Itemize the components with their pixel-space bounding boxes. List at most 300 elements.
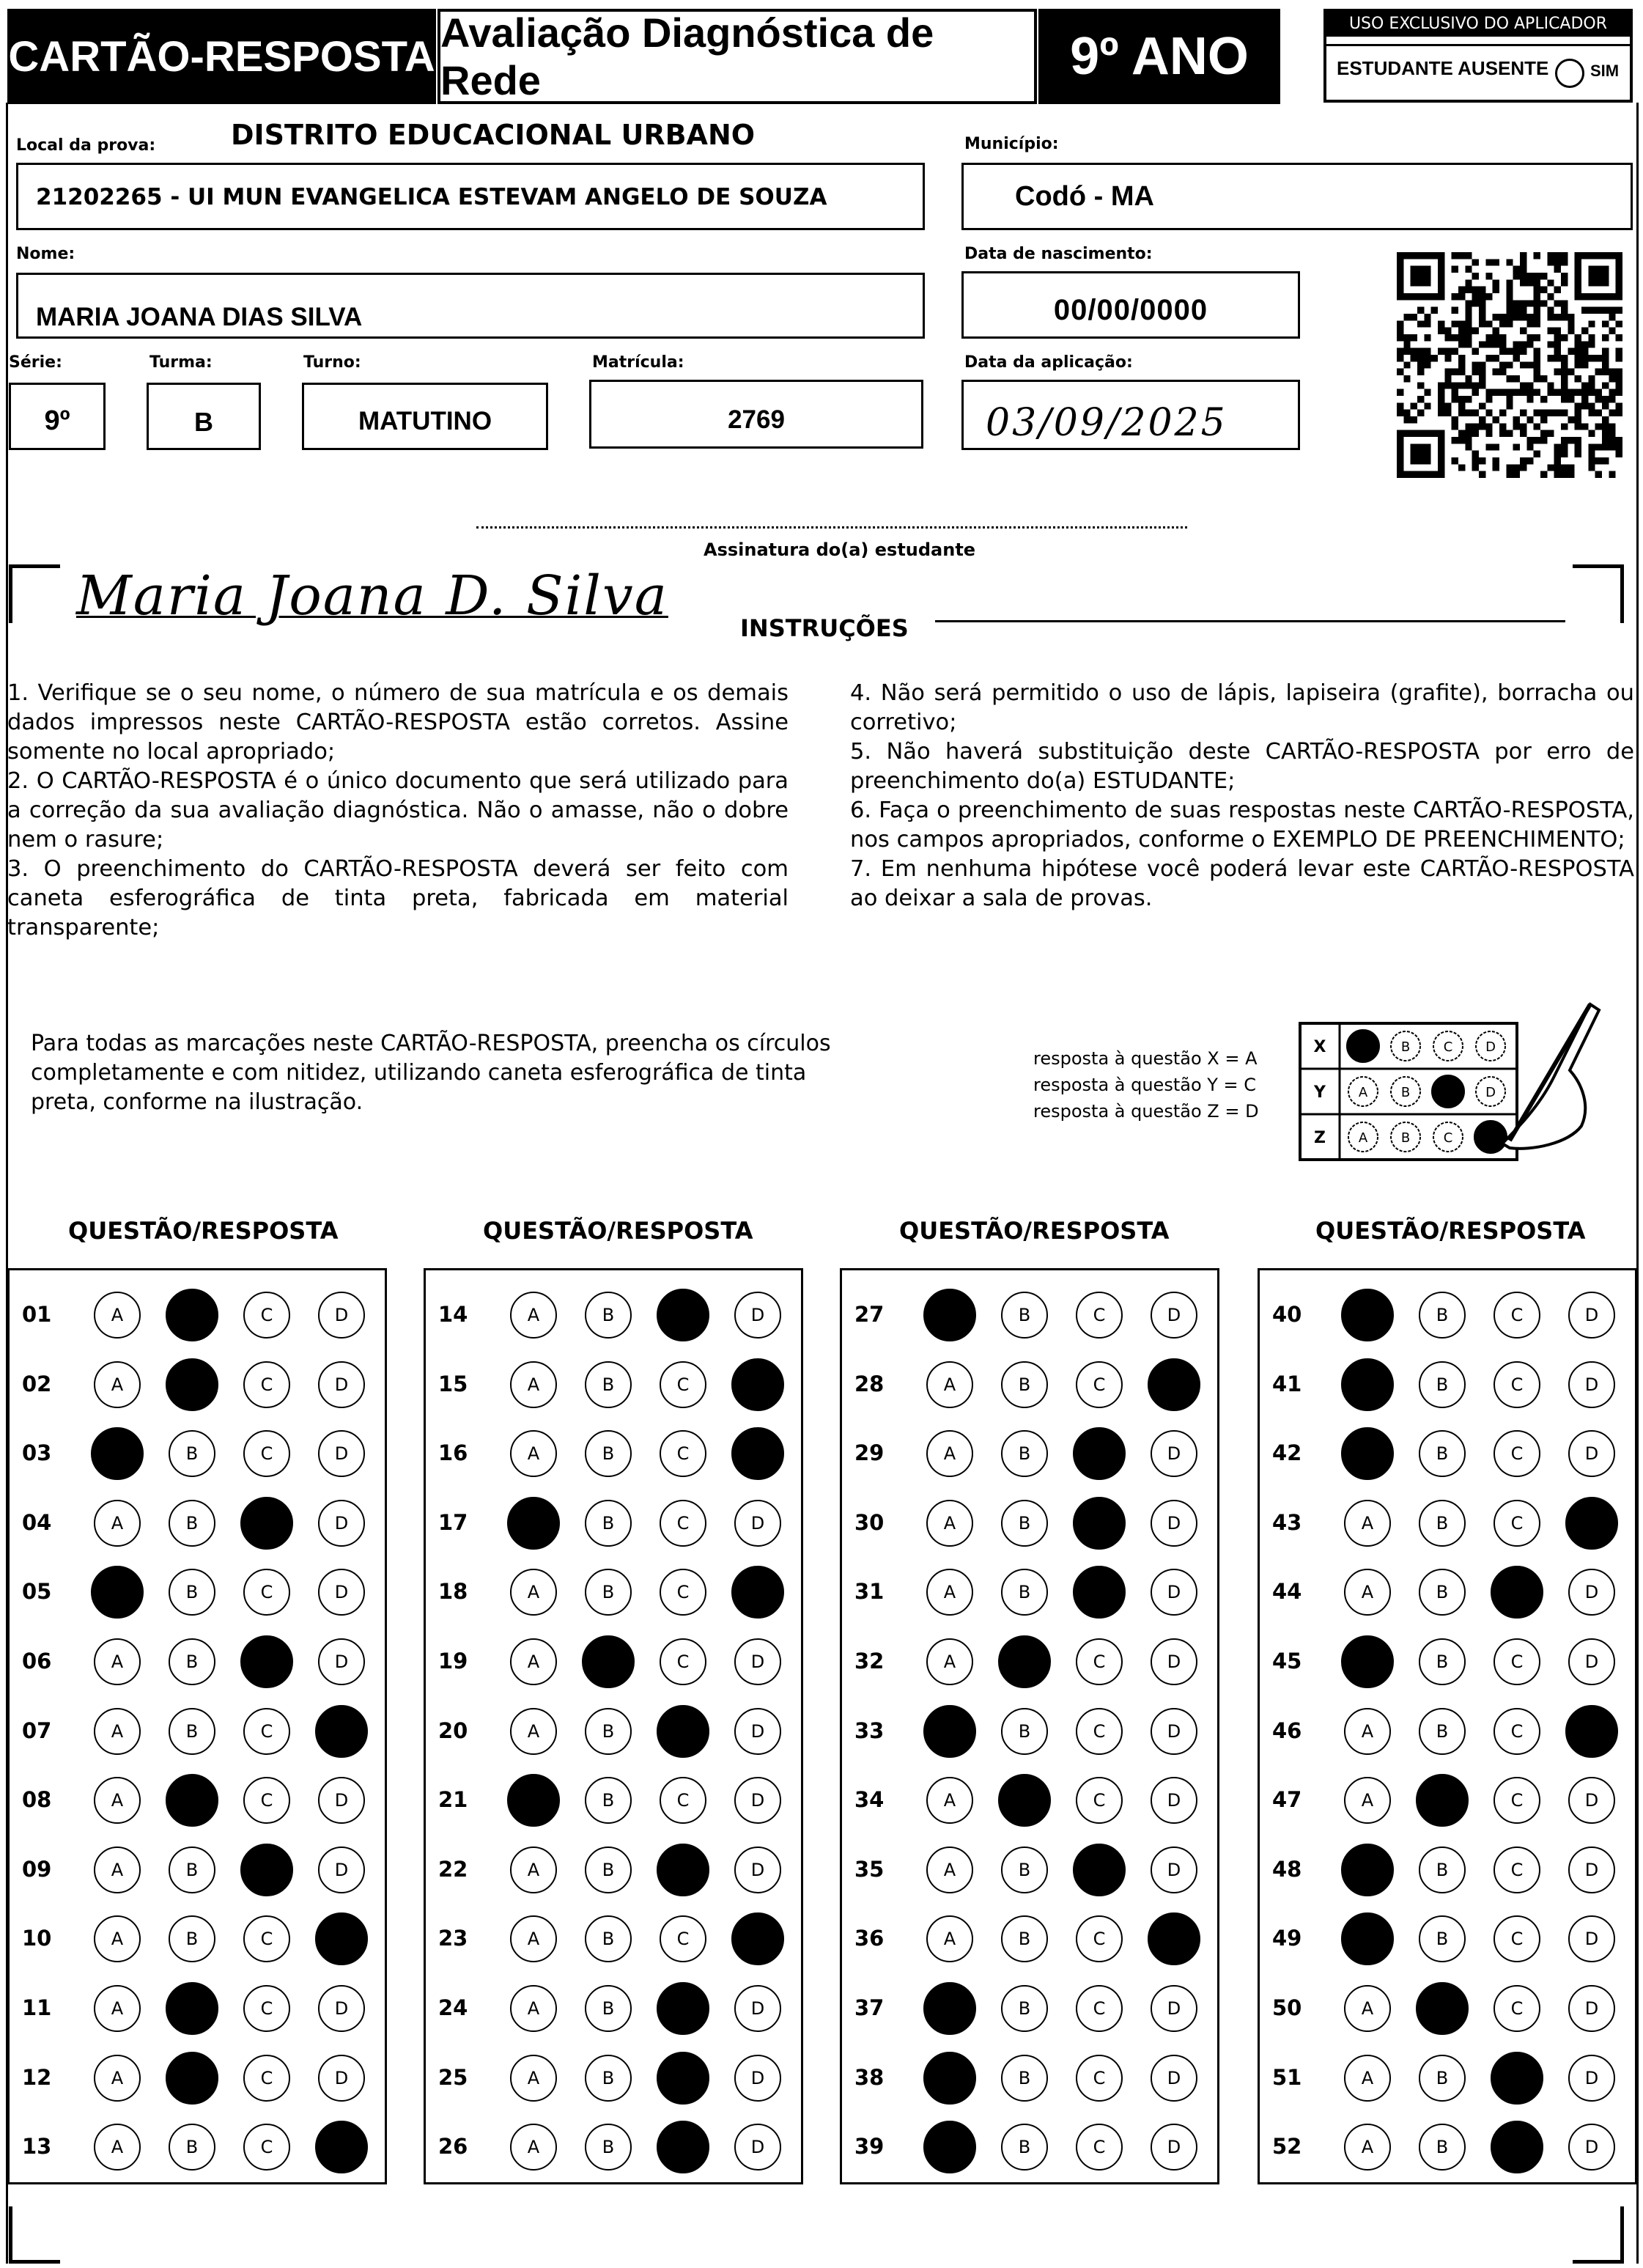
exam-title-text: Avaliação Diagnóstica de Rede	[440, 10, 934, 103]
example-bubble-letter: B	[1400, 1085, 1411, 1100]
instruction-7: 7. Em nenhuma hipótese você poderá levar este CARTÃO-RESPOSTA ao deixar a sala de provas.	[850, 856, 1634, 911]
answer-bubble-a[interactable]: A	[507, 1774, 560, 1827]
answer-bubble-a[interactable]: A	[1341, 1635, 1394, 1688]
answer-bubble-d[interactable]: D	[1568, 1361, 1615, 1408]
answer-bubble-c[interactable]: C	[1076, 1777, 1123, 1824]
answer-bubble-c[interactable]: C	[657, 1289, 709, 1341]
answer-bubble-b[interactable]: B	[1001, 1569, 1048, 1616]
answer-bubble-a[interactable]: A	[1344, 2124, 1391, 2171]
answer-bubble-d[interactable]: D	[1151, 1708, 1197, 1755]
answer-bubble-c[interactable]: C	[1073, 1427, 1126, 1480]
answer-bubble-d[interactable]: D	[1568, 1985, 1615, 2032]
card-title	[7, 9, 436, 104]
answer-bubble-c[interactable]: C	[1491, 1566, 1543, 1619]
answer-bubble-b[interactable]: B	[169, 1708, 215, 1755]
answer-bubble-b[interactable]: B	[1419, 1430, 1466, 1477]
answer-bubble-b[interactable]: B	[1419, 1292, 1466, 1339]
answer-bubble-d[interactable]: D	[734, 2124, 781, 2171]
answer-bubble-a[interactable]: A	[510, 2124, 557, 2171]
answer-bubble-a[interactable]: A	[1344, 1708, 1391, 1755]
answer-bubble-d[interactable]: D	[731, 1566, 784, 1619]
answer-bubble-c[interactable]: C	[243, 1985, 290, 2032]
answer-bubble-a[interactable]: A	[1344, 1985, 1391, 2032]
question-number: 36	[854, 1926, 885, 1951]
question-number: 20	[438, 1717, 468, 1743]
instruction-4: 4. Não será permitido o uso de lápis, lapiseira (grafite), borracha ou corretivo;	[850, 680, 1634, 735]
exam-title	[437, 9, 1037, 104]
answer-bubble-a[interactable]: A	[923, 1982, 976, 2035]
answer-bubble-d[interactable]: D	[1568, 1292, 1615, 1339]
answer-bubble-a[interactable]: A	[94, 2055, 141, 2102]
answer-bubble-d[interactable]: D	[315, 2121, 368, 2173]
answer-bubble-d[interactable]: D	[1151, 1569, 1197, 1616]
answer-bubble-c[interactable]: C	[1076, 1292, 1123, 1339]
example-bubble	[1432, 1075, 1464, 1108]
answer-bubble-b[interactable]: B	[169, 2124, 215, 2171]
answer-bubble-c[interactable]: C	[1494, 1500, 1540, 1547]
answer-bubble-b[interactable]: B	[1419, 1847, 1466, 1893]
answer-bubble-a[interactable]: A	[1341, 1289, 1394, 1341]
answer-bubble-c[interactable]: C	[1073, 1844, 1126, 1896]
answer-bubble-c[interactable]: C	[1494, 1915, 1540, 1962]
example-bubble-letter: B	[1400, 1130, 1411, 1146]
question-number: 48	[1272, 1856, 1302, 1882]
question-number: 13	[22, 2134, 52, 2160]
answer-bubble-a[interactable]: A	[923, 2121, 976, 2173]
serie-value: 9º	[44, 405, 70, 436]
municipio-label: Município:	[964, 135, 1059, 153]
answer-bubble-a[interactable]: A	[926, 1847, 973, 1893]
answer-bubble-a[interactable]: A	[1341, 1912, 1394, 1965]
answer-bubble-a[interactable]: A	[1341, 1844, 1394, 1896]
question-number: 15	[438, 1371, 468, 1396]
answer-bubble-a[interactable]: A	[923, 1289, 976, 1341]
answer-bubble-d[interactable]: D	[318, 1500, 365, 1547]
answer-bubble-b[interactable]: B	[166, 1774, 218, 1827]
answer-bubble-d[interactable]: D	[1151, 1777, 1197, 1824]
instruction-5: 5. Não haverá substituição deste CARTÃO-RESPOSTA por erro de preenchimento do(a) ESTUDANTE;	[850, 739, 1634, 794]
answer-bubble-a[interactable]: A	[1344, 2055, 1391, 2102]
answer-bubble-c[interactable]: C	[657, 2052, 709, 2105]
absent-label: ESTUDANTE AUSENTE	[1337, 57, 1549, 79]
answer-bubble-c[interactable]: C	[1076, 1361, 1123, 1408]
question-number: 19	[438, 1649, 468, 1674]
answer-bubble-c[interactable]: C	[660, 1361, 706, 1408]
answer-bubble-d[interactable]: D	[734, 2055, 781, 2102]
question-number: 27	[854, 1302, 885, 1327]
answer-bubble-b[interactable]: B	[1419, 1361, 1466, 1408]
aplicacao-label: Data da aplicação:	[964, 353, 1133, 372]
answer-bubble-c[interactable]: C	[243, 2124, 290, 2171]
answer-bubble-a[interactable]: A	[94, 1777, 141, 1824]
answer-bubble-b[interactable]: B	[1001, 1361, 1048, 1408]
answer-bubble-a[interactable]: A	[94, 1915, 141, 1962]
applicator-box	[1323, 9, 1633, 103]
answer-bubble-b[interactable]: B	[1001, 2055, 1048, 2102]
answer-bubble-a[interactable]: A	[1344, 1777, 1391, 1824]
answer-bubble-b[interactable]: B	[1001, 1292, 1048, 1339]
answer-bubble-c[interactable]: C	[660, 1569, 706, 1616]
answer-bubble-d[interactable]: D	[731, 1358, 784, 1411]
answer-bubble-a[interactable]: A	[926, 1430, 973, 1477]
answer-bubble-d[interactable]: D	[734, 1847, 781, 1893]
nascimento-field	[961, 271, 1300, 339]
answer-bubble-b[interactable]: B	[1001, 1500, 1048, 1547]
answer-bubble-c[interactable]: C	[1494, 1708, 1540, 1755]
question-number: 34	[854, 1787, 885, 1813]
question-number: 51	[1272, 2064, 1302, 2090]
answer-bubble-c[interactable]: C	[1494, 1361, 1540, 1408]
question-number: 05	[22, 1579, 52, 1605]
example-bubble-letter: D	[1485, 1085, 1496, 1100]
answer-bubble-d[interactable]: D	[734, 1500, 781, 1547]
question-number: 28	[854, 1371, 885, 1396]
answer-bubble-d[interactable]: D	[731, 1912, 784, 1965]
example-bubble-letter: B	[1400, 1039, 1411, 1055]
turma-label: Turma:	[149, 353, 213, 372]
answer-bubble-d[interactable]: D	[1568, 1430, 1615, 1477]
answer-bubble-c[interactable]: C	[660, 1638, 706, 1685]
example-text: Para todas as marcações neste CARTÃO-RESPOSTA, preencha os círculos completamente e com nitidez, utilizando caneta esferográfica de tinta preta, conforme na ilustração.	[31, 1031, 831, 1115]
example-bubble-letter: D	[1485, 1039, 1496, 1055]
answer-bubble-c[interactable]: C	[243, 1292, 290, 1339]
municipio-field	[961, 163, 1633, 230]
answer-bubble-d[interactable]: D	[318, 1638, 365, 1685]
example-bubble-letter: A	[1358, 1085, 1368, 1100]
answer-bubble-a[interactable]: A	[1344, 1500, 1391, 1547]
question-number: 03	[22, 1440, 52, 1466]
answer-bubble-c[interactable]: C	[1494, 1985, 1540, 2032]
answer-bubble-d[interactable]: D	[318, 1985, 365, 2032]
answer-bubble-b[interactable]: B	[1419, 1569, 1466, 1616]
answer-bubble-b[interactable]: B	[166, 2052, 218, 2105]
answer-bubble-b[interactable]: B	[998, 1635, 1051, 1688]
answer-bubble-d[interactable]: D	[315, 1705, 368, 1758]
question-number: 07	[22, 1717, 52, 1743]
answer-bubble-c[interactable]: C	[243, 1708, 290, 1755]
question-number: 52	[1272, 2134, 1302, 2160]
question-number: 14	[438, 1302, 468, 1327]
nascimento-value: 00/00/0000	[1053, 294, 1208, 326]
answer-bubble-c[interactable]: C	[243, 1915, 290, 1962]
question-number: 50	[1272, 1995, 1302, 2020]
turno-field	[302, 383, 548, 450]
answer-bubble-b[interactable]: B	[1419, 1708, 1466, 1755]
answer-bubble-b[interactable]: B	[1001, 1430, 1048, 1477]
corner-bottom-left	[9, 2206, 60, 2264]
answer-bubble-a[interactable]: A	[510, 1985, 557, 2032]
answer-bubble-d[interactable]: D	[318, 2055, 365, 2102]
nome-field	[16, 273, 925, 339]
answer-bubble-d[interactable]: D	[1568, 2124, 1615, 2171]
answer-bubble-d[interactable]: D	[1568, 2055, 1615, 2102]
answer-bubble-b[interactable]: B	[169, 1569, 215, 1616]
answer-bubble-b[interactable]: B	[585, 1847, 632, 1893]
answer-bubble-d[interactable]: D	[1565, 1705, 1618, 1758]
answer-bubble-a[interactable]: A	[926, 1569, 973, 1616]
question-number: 18	[438, 1579, 468, 1605]
answer-bubble-b[interactable]: B	[169, 1847, 215, 1893]
school-field	[16, 163, 925, 230]
instructions-rule	[935, 620, 1565, 622]
card-title-text: CARTÃO-RESPOSTA	[8, 32, 435, 81]
answer-bubble-d[interactable]: D	[318, 1777, 365, 1824]
nascimento-label: Data de nascimento:	[964, 245, 1153, 263]
answer-bubble-b[interactable]: B	[585, 1361, 632, 1408]
example-illustration	[1297, 997, 1605, 1166]
local-label: Local da prova:	[16, 136, 156, 155]
answer-bubble-c[interactable]: C	[657, 1982, 709, 2035]
question-number: 40	[1272, 1302, 1302, 1327]
answer-bubble-a[interactable]: A	[94, 1292, 141, 1339]
question-number: 16	[438, 1440, 468, 1466]
answer-bubble-d[interactable]: D	[1151, 1430, 1197, 1477]
answer-bubble-c[interactable]: C	[243, 1569, 290, 1616]
answer-bubble-c[interactable]: C	[243, 1361, 290, 1408]
answer-bubble-b[interactable]: B	[1001, 1847, 1048, 1893]
answer-bubble-d[interactable]: D	[318, 1430, 365, 1477]
answer-bubble-a[interactable]: A	[507, 1497, 560, 1550]
answer-bubble-b[interactable]: B	[169, 1500, 215, 1547]
answer-bubble-a[interactable]: A	[926, 1915, 973, 1962]
answer-bubble-a[interactable]: A	[94, 1500, 141, 1547]
grade-text: 9º ANO	[1070, 27, 1249, 86]
answer-bubble-c[interactable]: C	[1494, 1638, 1540, 1685]
answer-bubble-a[interactable]: A	[94, 1847, 141, 1893]
answer-bubble-c[interactable]: C	[1494, 1777, 1540, 1824]
answer-bubble-a[interactable]: A	[510, 2055, 557, 2102]
answer-bubble-c[interactable]: C	[1491, 2052, 1543, 2105]
answer-bubble-c[interactable]: C	[1076, 1708, 1123, 1755]
answer-bubble-d[interactable]: D	[734, 1985, 781, 2032]
answer-bubble-c[interactable]: C	[1073, 1497, 1126, 1550]
answer-bubble-a[interactable]: A	[510, 1361, 557, 1408]
answer-bubble-c[interactable]: C	[1076, 1638, 1123, 1685]
answer-bubble-a[interactable]: A	[510, 1638, 557, 1685]
answer-bubble-a[interactable]: A	[510, 1292, 557, 1339]
absent-checkbox[interactable]	[1555, 59, 1584, 88]
answer-bubble-b[interactable]: B	[1001, 2124, 1048, 2171]
answer-bubble-b[interactable]: B	[1419, 2055, 1466, 2102]
answer-bubble-a[interactable]: A	[1344, 1569, 1391, 1616]
answer-bubble-d[interactable]: D	[1151, 1985, 1197, 2032]
answer-bubble-b[interactable]: B	[1419, 1915, 1466, 1962]
answer-bubble-a[interactable]: A	[1341, 1427, 1394, 1480]
answer-bubble-a[interactable]: A	[94, 1638, 141, 1685]
answer-bubble-c[interactable]: C	[660, 1915, 706, 1962]
answer-bubble-c[interactable]: C	[1076, 2055, 1123, 2102]
aplicacao-value: 03/09/2025	[986, 401, 1227, 445]
answer-bubble-d[interactable]: D	[1568, 1777, 1615, 1824]
municipio-value: Codó - MA	[1015, 181, 1154, 212]
answer-bubble-c[interactable]: C	[1491, 2121, 1543, 2173]
example-question-label: Z	[1314, 1129, 1326, 1147]
answer-bubble-b[interactable]: B	[1001, 1915, 1048, 1962]
answer-bubble-a[interactable]: A	[510, 1708, 557, 1755]
answer-bubble-c[interactable]: C	[1494, 1847, 1540, 1893]
answer-bubble-b[interactable]: B	[585, 1569, 632, 1616]
answer-bubble-b[interactable]: B	[166, 1289, 218, 1341]
turno-label: Turno:	[303, 353, 361, 372]
answer-bubble-b[interactable]: B	[585, 1915, 632, 1962]
answer-bubble-b[interactable]: B	[585, 1430, 632, 1477]
serie-label: Série:	[9, 353, 62, 372]
answer-bubble-a[interactable]: A	[91, 1427, 144, 1480]
answer-bubble-a[interactable]: A	[923, 2052, 976, 2105]
matricula-label: Matrícula:	[592, 353, 684, 372]
answer-bubble-c[interactable]: C	[240, 1635, 293, 1688]
answer-bubble-b[interactable]: B	[169, 1915, 215, 1962]
answer-bubble-c[interactable]: C	[243, 1777, 290, 1824]
answer-bubble-b[interactable]: B	[166, 1982, 218, 2035]
instruction-2: 2. O CARTÃO-RESPOSTA é o único documento que será utilizado para a correção da sua avaliação diagnóstica. Não o amasse, não o dobre nem o rasure;	[7, 768, 789, 853]
answer-bubble-b[interactable]: B	[1001, 1708, 1048, 1755]
answer-bubble-d[interactable]: D	[734, 1292, 781, 1339]
answer-bubble-a[interactable]: A	[926, 1361, 973, 1408]
answer-bubble-c[interactable]: C	[1076, 2124, 1123, 2171]
answer-bubble-b[interactable]: B	[1419, 1638, 1466, 1685]
answer-bubble-d[interactable]: D	[1151, 1292, 1197, 1339]
answer-bubble-b[interactable]: B	[1001, 1985, 1048, 2032]
answer-bubble-d[interactable]: D	[315, 1912, 368, 1965]
answer-bubble-c[interactable]: C	[657, 2121, 709, 2173]
answer-bubble-b[interactable]: B	[1416, 1774, 1469, 1827]
signature-label: Assinatura do(a) estudante	[704, 540, 976, 560]
answer-bubble-b[interactable]: B	[169, 1430, 215, 1477]
corner-top-left	[9, 564, 60, 623]
answer-bubble-d[interactable]: D	[1568, 1569, 1615, 1616]
column-header: QUESTÃO/RESPOSTA	[483, 1217, 753, 1245]
instruction-1: 1. Verifique se o seu nome, o número de sua matrícula e os demais dados impressos neste CARTÃO-RESPOSTA estão corretos. Assine somente no local apropriado;	[7, 680, 789, 765]
turno-value: MATUTINO	[358, 407, 492, 435]
answer-bubble-d[interactable]: D	[1565, 1497, 1618, 1550]
answer-bubble-d[interactable]: D	[1151, 2124, 1197, 2171]
answer-bubble-a[interactable]: A	[510, 1915, 557, 1962]
answer-bubble-d[interactable]: D	[734, 1638, 781, 1685]
answer-bubble-c[interactable]: C	[240, 1497, 293, 1550]
answer-bubble-b[interactable]: B	[585, 1708, 632, 1755]
answer-bubble-d[interactable]: D	[318, 1847, 365, 1893]
answer-bubble-d[interactable]: D	[318, 1361, 365, 1408]
question-number: 10	[22, 1926, 52, 1951]
answer-bubble-a[interactable]: A	[923, 1705, 976, 1758]
answer-bubble-d[interactable]: D	[318, 1292, 365, 1339]
answer-bubble-d[interactable]: D	[734, 1708, 781, 1755]
answer-bubble-d[interactable]: D	[1151, 2055, 1197, 2102]
matricula-value: 2769	[728, 405, 785, 434]
district-name: DISTRITO EDUCACIONAL URBANO	[231, 119, 756, 151]
answer-bubble-b[interactable]: B	[1416, 1982, 1469, 2035]
grade-badge	[1038, 9, 1280, 104]
school-name: 21202265 - UI MUN EVANGELICA ESTEVAM ANGELO DE SOUZA	[36, 184, 827, 210]
answer-bubble-c[interactable]: C	[660, 1777, 706, 1824]
answer-bubble-a[interactable]: A	[510, 1569, 557, 1616]
question-number: 04	[22, 1509, 52, 1535]
question-number: 32	[854, 1649, 885, 1674]
instructions-title: INSTRUÇÕES	[740, 614, 909, 642]
question-number: 29	[854, 1440, 885, 1466]
instructions-right	[850, 679, 1634, 913]
answer-bubble-b[interactable]: B	[998, 1774, 1051, 1827]
answer-bubble-b[interactable]: B	[1419, 2124, 1466, 2171]
turma-value: B	[194, 407, 213, 437]
answer-bubble-d[interactable]: D	[1151, 1500, 1197, 1547]
signature-line	[476, 526, 1187, 529]
answer-bubble-c[interactable]: C	[243, 2055, 290, 2102]
answer-bubble-c[interactable]: C	[1494, 1430, 1540, 1477]
answer-bubble-b[interactable]: B	[585, 1777, 632, 1824]
example-question-label: Y	[1314, 1083, 1326, 1102]
answer-bubble-a[interactable]: A	[926, 1638, 973, 1685]
answer-bubble-d[interactable]: D	[1568, 1847, 1615, 1893]
applicator-title: USO EXCLUSIVO DO APLICADOR	[1326, 12, 1630, 37]
question-number: 09	[22, 1856, 52, 1882]
answer-bubble-d[interactable]: D	[1148, 1358, 1200, 1411]
example-bubble-letter: C	[1443, 1039, 1453, 1055]
answer-bubble-b[interactable]: B	[585, 1985, 632, 2032]
answer-bubble-b[interactable]: B	[166, 1358, 218, 1411]
answer-bubble-a[interactable]: A	[926, 1500, 973, 1547]
example-bubble	[1347, 1030, 1379, 1062]
answer-bubble-c[interactable]: C	[1076, 1915, 1123, 1962]
matricula-field	[589, 380, 923, 449]
answer-bubble-c[interactable]: C	[1073, 1566, 1126, 1619]
answer-bubble-d[interactable]: D	[1568, 1915, 1615, 1962]
question-number: 23	[438, 1926, 468, 1951]
column-header: QUESTÃO/RESPOSTA	[68, 1217, 339, 1245]
answer-bubble-d[interactable]: D	[1568, 1638, 1615, 1685]
question-number: 47	[1272, 1787, 1302, 1813]
answer-bubble-a[interactable]: A	[510, 1430, 557, 1477]
answer-bubble-a[interactable]: A	[94, 1708, 141, 1755]
answer-bubble-a[interactable]: A	[510, 1847, 557, 1893]
answer-bubble-b[interactable]: B	[169, 1638, 215, 1685]
answer-bubble-a[interactable]: A	[94, 2124, 141, 2171]
answer-bubble-a[interactable]: A	[1341, 1358, 1394, 1411]
answer-bubble-c[interactable]: C	[657, 1705, 709, 1758]
answer-bubble-d[interactable]: D	[734, 1777, 781, 1824]
answer-bubble-a[interactable]: A	[94, 1985, 141, 2032]
answer-bubble-b[interactable]: B	[582, 1635, 635, 1688]
answer-bubble-c[interactable]: C	[243, 1430, 290, 1477]
question-number: 02	[22, 1371, 52, 1396]
question-number: 30	[854, 1509, 885, 1535]
answer-bubble-b[interactable]: B	[585, 1500, 632, 1547]
answer-bubble-c[interactable]: C	[660, 1430, 706, 1477]
answer-bubble-c[interactable]: C	[240, 1844, 293, 1896]
answer-bubble-c[interactable]: C	[660, 1500, 706, 1547]
answer-bubble-a[interactable]: A	[91, 1566, 144, 1619]
aplicacao-field[interactable]	[961, 380, 1300, 450]
instructions-left	[7, 679, 789, 943]
answer-bubble-d[interactable]: D	[1151, 1638, 1197, 1685]
answer-bubble-b[interactable]: B	[585, 2124, 632, 2171]
answer-bubble-d[interactable]: D	[731, 1427, 784, 1480]
answer-bubble-d[interactable]: D	[318, 1569, 365, 1616]
answer-bubble-c[interactable]: C	[1076, 1985, 1123, 2032]
answer-bubble-b[interactable]: B	[585, 2055, 632, 2102]
answer-bubble-a[interactable]: A	[94, 1361, 141, 1408]
question-number: 21	[438, 1787, 468, 1813]
answer-bubble-c[interactable]: C	[1494, 1292, 1540, 1339]
answer-bubble-a[interactable]: A	[926, 1777, 973, 1824]
answer-bubble-d[interactable]: D	[1151, 1847, 1197, 1893]
answer-bubble-d[interactable]: D	[1148, 1912, 1200, 1965]
answer-bubble-b[interactable]: B	[1419, 1500, 1466, 1547]
answer-bubble-b[interactable]: B	[585, 1292, 632, 1339]
answer-bubble-c[interactable]: C	[657, 1844, 709, 1896]
question-number: 49	[1272, 1926, 1302, 1951]
